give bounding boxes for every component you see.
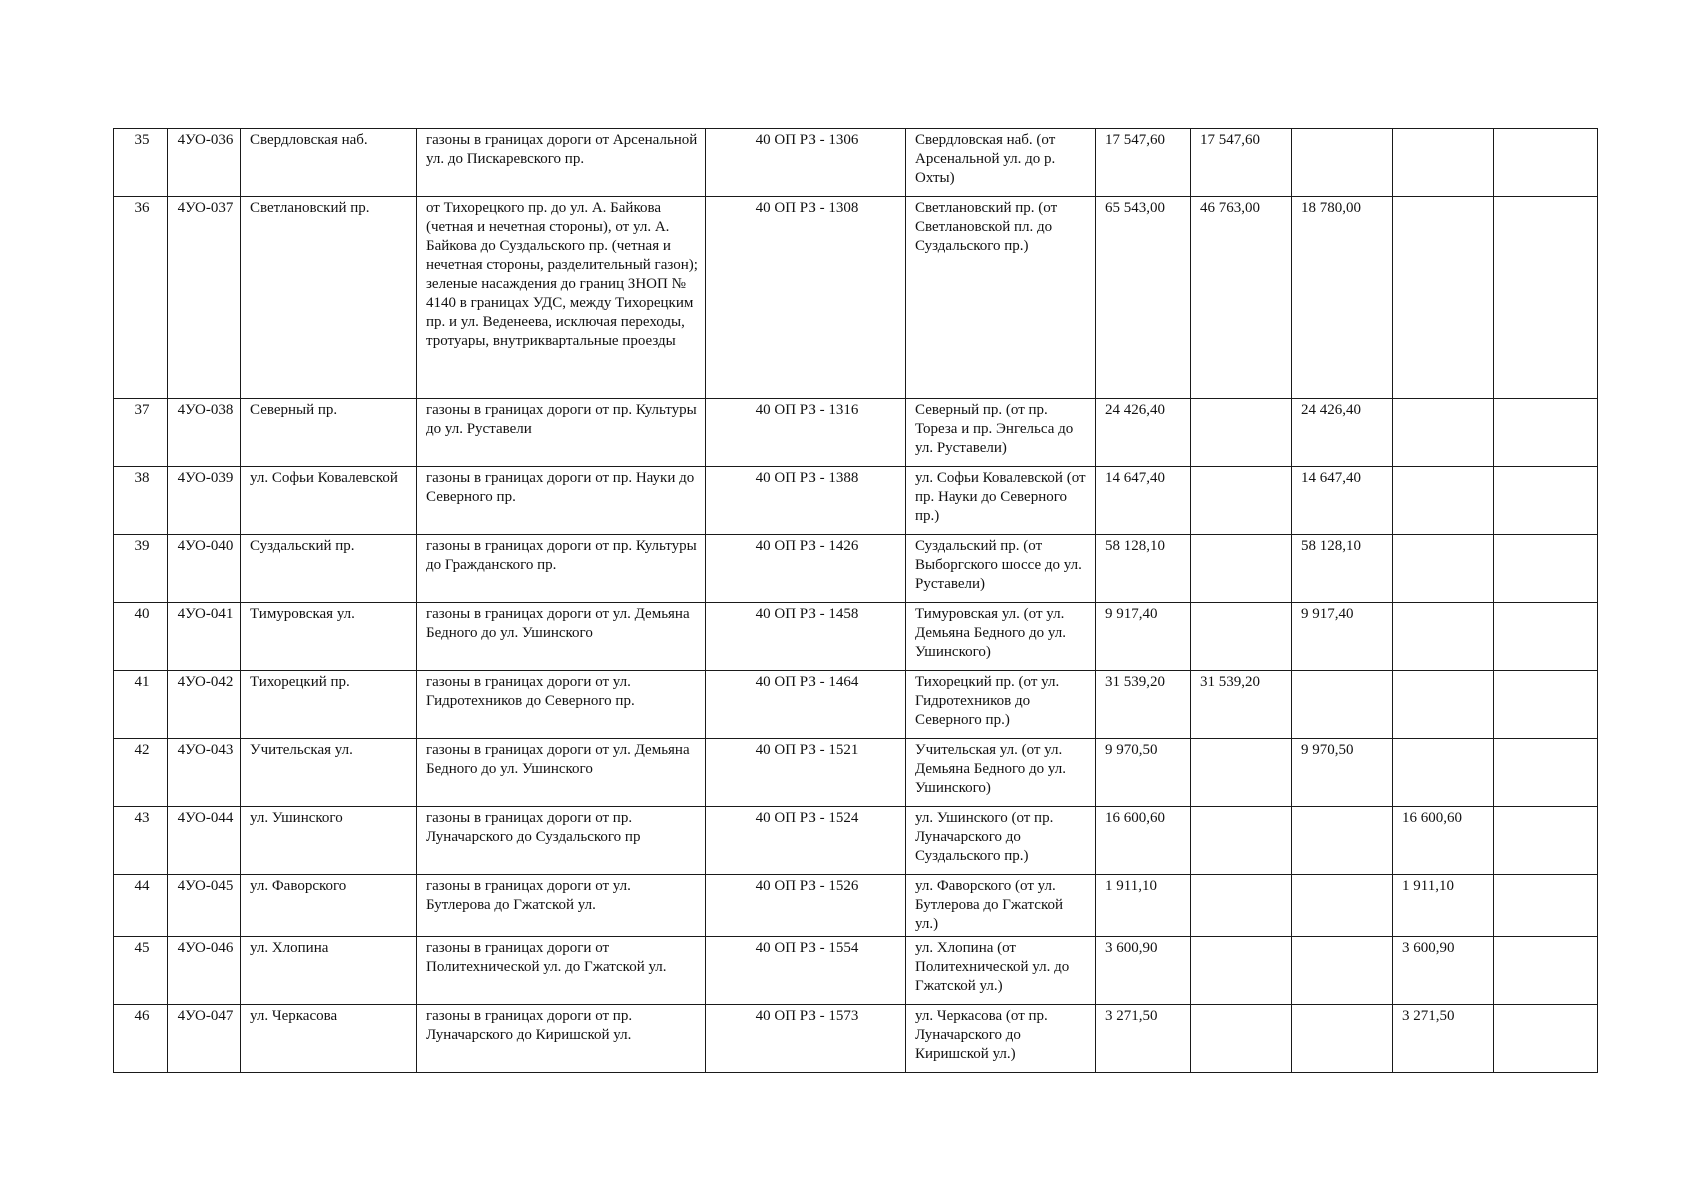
value-col4-cell	[1494, 603, 1598, 671]
value-col1-cell	[1191, 937, 1292, 1005]
total-area-cell: 31 539,20	[1096, 671, 1191, 739]
table-row	[114, 467, 1598, 535]
street-name-cell: ул. Черкасова	[241, 1005, 417, 1073]
object-code-cell: 4УО-044	[168, 807, 241, 875]
value-col2-cell: 9 917,40	[1292, 603, 1393, 671]
value-col1-cell	[1191, 739, 1292, 807]
table-row	[114, 1005, 1598, 1073]
total-area-cell: 58 128,10	[1096, 535, 1191, 603]
total-area-cell: 14 647,40	[1096, 467, 1191, 535]
table-row	[114, 671, 1598, 739]
value-col4-cell	[1494, 807, 1598, 875]
object-code-cell: 4УО-046	[168, 937, 241, 1005]
value-col4-cell	[1494, 467, 1598, 535]
area-description-cell: газоны в границах дороги от ул. Бутлерова до Гжатской ул.	[417, 875, 706, 937]
value-col4-cell	[1494, 937, 1598, 1005]
value-col3-cell	[1393, 399, 1494, 467]
road-id-cell: 40 ОП РЗ - 1308	[706, 197, 906, 399]
area-description-cell: газоны в границах дороги от пр. Культуры до Гражданского пр.	[417, 535, 706, 603]
object-code-cell: 4УО-037	[168, 197, 241, 399]
value-col2-cell: 9 970,50	[1292, 739, 1393, 807]
value-col2-cell: 18 780,00	[1292, 197, 1393, 399]
value-col4-cell	[1494, 875, 1598, 937]
object-code-cell: 4УО-038	[168, 399, 241, 467]
street-name-cell: ул. Софьи Ковалевской	[241, 467, 417, 535]
area-description-cell: газоны в границах дороги от пр. Культуры до ул. Руставели	[417, 399, 706, 467]
value-col4-cell	[1494, 1005, 1598, 1073]
value-col3-cell: 16 600,60	[1393, 807, 1494, 875]
road-id-cell: 40 ОП РЗ - 1388	[706, 467, 906, 535]
road-name-cell: ул. Черкасова (от пр. Луначарского до Киришской ул.)	[906, 1005, 1096, 1073]
road-name-cell: Тимуровская ул. (от ул. Демьяна Бедного до ул. Ушинского)	[906, 603, 1096, 671]
value-col4-cell	[1494, 399, 1598, 467]
total-area-cell: 65 543,00	[1096, 197, 1191, 399]
value-col2-cell	[1292, 937, 1393, 1005]
value-col1-cell	[1191, 603, 1292, 671]
value-col4-cell	[1494, 129, 1598, 197]
value-col3-cell: 1 911,10	[1393, 875, 1494, 937]
value-col3-cell: 3 600,90	[1393, 937, 1494, 1005]
value-col1-cell: 17 547,60	[1191, 129, 1292, 197]
value-col4-cell	[1494, 671, 1598, 739]
value-col1-cell	[1191, 1005, 1292, 1073]
road-name-cell: Учительская ул. (от ул. Демьяна Бедного до ул. Ушинского)	[906, 739, 1096, 807]
row-number-cell: 41	[114, 671, 168, 739]
road-id-cell: 40 ОП РЗ - 1521	[706, 739, 906, 807]
street-name-cell: ул. Ушинского	[241, 807, 417, 875]
street-name-cell: Северный пр.	[241, 399, 417, 467]
row-number-cell: 43	[114, 807, 168, 875]
road-name-cell: ул. Фаворского (от ул. Бутлерова до Гжатской ул.)	[906, 875, 1096, 937]
street-name-cell: ул. Хлопина	[241, 937, 417, 1005]
road-name-cell: ул. Софьи Ковалевской (от пр. Науки до Северного пр.)	[906, 467, 1096, 535]
value-col3-cell: 3 271,50	[1393, 1005, 1494, 1073]
row-number-cell: 38	[114, 467, 168, 535]
total-area-cell: 16 600,60	[1096, 807, 1191, 875]
value-col2-cell	[1292, 1005, 1393, 1073]
value-col2-cell: 24 426,40	[1292, 399, 1393, 467]
table-row	[114, 739, 1598, 807]
value-col3-cell	[1393, 197, 1494, 399]
value-col3-cell	[1393, 467, 1494, 535]
row-number-cell: 44	[114, 875, 168, 937]
document-sheet	[113, 128, 1597, 1073]
object-code-cell: 4УО-045	[168, 875, 241, 937]
value-col4-cell	[1494, 739, 1598, 807]
total-area-cell: 3 271,50	[1096, 1005, 1191, 1073]
value-col2-cell	[1292, 807, 1393, 875]
road-id-cell: 40 ОП РЗ - 1458	[706, 603, 906, 671]
area-description-cell: газоны в границах дороги от пр. Луначарского до Киришской ул.	[417, 1005, 706, 1073]
value-col1-cell: 46 763,00	[1191, 197, 1292, 399]
total-area-cell: 3 600,90	[1096, 937, 1191, 1005]
street-name-cell: Тимуровская ул.	[241, 603, 417, 671]
value-col1-cell	[1191, 807, 1292, 875]
road-id-cell: 40 ОП РЗ - 1426	[706, 535, 906, 603]
value-col3-cell	[1393, 603, 1494, 671]
value-col2-cell	[1292, 875, 1393, 937]
area-description-cell: от Тихорецкого пр. до ул. А. Байкова (четная и нечетная стороны), от ул. А. Байкова до Суздальского пр. (четная и нечетная стороны, разделительный газон); зеленые насаждения до границ ЗНОП № 4140 в границах УДС, между Тихорецким пр. и ул. Веденеева, исключая переходы, тротуары, внутриквартальные проезды	[417, 197, 706, 399]
green-zones-table	[113, 128, 1598, 1073]
row-number-cell: 42	[114, 739, 168, 807]
area-description-cell: газоны в границах дороги от Политехнической ул. до Гжатской ул.	[417, 937, 706, 1005]
street-name-cell: Учительская ул.	[241, 739, 417, 807]
street-name-cell: Свердловская наб.	[241, 129, 417, 197]
object-code-cell: 4УО-039	[168, 467, 241, 535]
street-name-cell: Тихорецкий пр.	[241, 671, 417, 739]
street-name-cell: Светлановский пр.	[241, 197, 417, 399]
total-area-cell: 24 426,40	[1096, 399, 1191, 467]
table-body	[114, 129, 1598, 1073]
total-area-cell: 1 911,10	[1096, 875, 1191, 937]
table-row	[114, 937, 1598, 1005]
row-number-cell: 36	[114, 197, 168, 399]
object-code-cell: 4УО-041	[168, 603, 241, 671]
street-name-cell: Суздальский пр.	[241, 535, 417, 603]
total-area-cell: 9 917,40	[1096, 603, 1191, 671]
value-col4-cell	[1494, 197, 1598, 399]
table-row	[114, 129, 1598, 197]
value-col2-cell: 58 128,10	[1292, 535, 1393, 603]
value-col1-cell	[1191, 875, 1292, 937]
value-col3-cell	[1393, 671, 1494, 739]
value-col3-cell	[1393, 129, 1494, 197]
area-description-cell: газоны в границах дороги от пр. Науки до Северного пр.	[417, 467, 706, 535]
value-col4-cell	[1494, 535, 1598, 603]
row-number-cell: 40	[114, 603, 168, 671]
value-col1-cell	[1191, 535, 1292, 603]
table-row	[114, 807, 1598, 875]
object-code-cell: 4УО-040	[168, 535, 241, 603]
total-area-cell: 17 547,60	[1096, 129, 1191, 197]
road-id-cell: 40 ОП РЗ - 1464	[706, 671, 906, 739]
road-id-cell: 40 ОП РЗ - 1316	[706, 399, 906, 467]
value-col2-cell: 14 647,40	[1292, 467, 1393, 535]
road-name-cell: Тихорецкий пр. (от ул. Гидротехников до Северного пр.)	[906, 671, 1096, 739]
table-row	[114, 399, 1598, 467]
road-name-cell: Светлановский пр. (от Светлановской пл. до Суздальского пр.)	[906, 197, 1096, 399]
row-number-cell: 39	[114, 535, 168, 603]
road-name-cell: ул. Ушинского (от пр. Луначарского до Суздальского пр.)	[906, 807, 1096, 875]
road-id-cell: 40 ОП РЗ - 1554	[706, 937, 906, 1005]
object-code-cell: 4УО-043	[168, 739, 241, 807]
road-name-cell: Свердловская наб. (от Арсенальной ул. до р. Охты)	[906, 129, 1096, 197]
value-col1-cell: 31 539,20	[1191, 671, 1292, 739]
row-number-cell: 46	[114, 1005, 168, 1073]
row-number-cell: 35	[114, 129, 168, 197]
road-name-cell: Суздальский пр. (от Выборгского шоссе до ул. Руставели)	[906, 535, 1096, 603]
value-col1-cell	[1191, 467, 1292, 535]
road-name-cell: Северный пр. (от пр. Тореза и пр. Энгельса до ул. Руставели)	[906, 399, 1096, 467]
area-description-cell: газоны в границах дороги от Арсенальной ул. до Пискаревского пр.	[417, 129, 706, 197]
area-description-cell: газоны в границах дороги от пр. Луначарского до Суздальского пр	[417, 807, 706, 875]
area-description-cell: газоны в границах дороги от ул. Гидротехников до Северного пр.	[417, 671, 706, 739]
area-description-cell: газоны в границах дороги от ул. Демьяна Бедного до ул. Ушинского	[417, 739, 706, 807]
row-number-cell: 37	[114, 399, 168, 467]
road-id-cell: 40 ОП РЗ - 1306	[706, 129, 906, 197]
row-number-cell: 45	[114, 937, 168, 1005]
road-name-cell: ул. Хлопина (от Политехнической ул. до Гжатской ул.)	[906, 937, 1096, 1005]
object-code-cell: 4УО-042	[168, 671, 241, 739]
road-id-cell: 40 ОП РЗ - 1526	[706, 875, 906, 937]
value-col2-cell	[1292, 129, 1393, 197]
table-row	[114, 603, 1598, 671]
street-name-cell: ул. Фаворского	[241, 875, 417, 937]
table-row	[114, 197, 1598, 399]
area-description-cell: газоны в границах дороги от ул. Демьяна Бедного до ул. Ушинского	[417, 603, 706, 671]
value-col1-cell	[1191, 399, 1292, 467]
road-id-cell: 40 ОП РЗ - 1524	[706, 807, 906, 875]
object-code-cell: 4УО-036	[168, 129, 241, 197]
object-code-cell: 4УО-047	[168, 1005, 241, 1073]
road-id-cell: 40 ОП РЗ - 1573	[706, 1005, 906, 1073]
value-col3-cell	[1393, 739, 1494, 807]
value-col2-cell	[1292, 671, 1393, 739]
total-area-cell: 9 970,50	[1096, 739, 1191, 807]
table-row	[114, 875, 1598, 937]
table-row	[114, 535, 1598, 603]
value-col3-cell	[1393, 535, 1494, 603]
